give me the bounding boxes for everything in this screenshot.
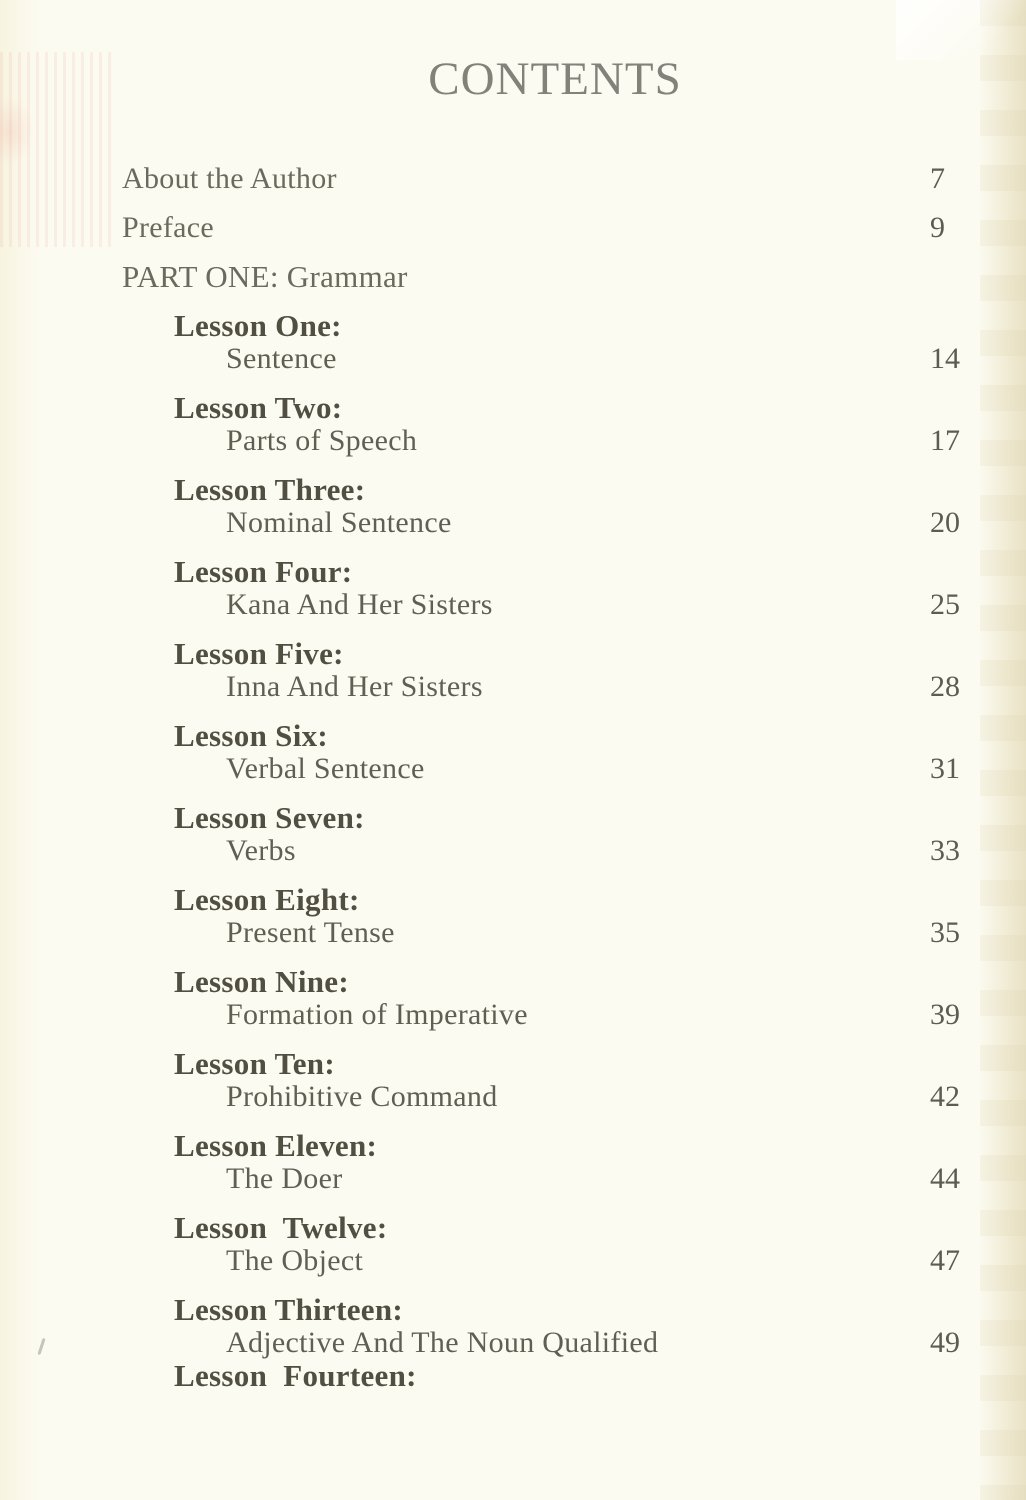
- toc-entry-label: About the Author: [122, 162, 337, 195]
- lesson-subtitle: Inna And Her Sisters: [226, 670, 483, 703]
- toc-entry-label: Preface: [122, 211, 215, 244]
- lesson-subtitle: Verbs: [226, 834, 296, 867]
- toc-lesson-nine: [122, 965, 964, 1031]
- lesson-title: Lesson Seven:: [174, 800, 365, 835]
- lesson-page-number: 42: [930, 1080, 960, 1113]
- lesson-subtitle: Formation of Imperative: [226, 998, 528, 1031]
- lesson-page-number: 20: [930, 506, 960, 539]
- lesson-subtitle-row: [122, 1080, 964, 1113]
- lesson-subtitle-row: [122, 998, 964, 1031]
- lesson-page-number: 44: [930, 1162, 960, 1195]
- lesson-title: Lesson Ten:: [174, 1046, 335, 1081]
- lesson-subtitle: The Object: [226, 1244, 364, 1277]
- toc-lesson-twelve: [122, 1211, 964, 1277]
- lesson-page-number: 14: [930, 342, 960, 375]
- toc-lesson-five: [122, 637, 964, 703]
- lesson-subtitle: Parts of Speech: [226, 424, 418, 457]
- toc-entry-page-number: 9: [930, 211, 945, 244]
- toc-lesson-thirteen: [122, 1293, 964, 1359]
- lesson-subtitle: Verbal Sentence: [226, 752, 425, 785]
- lesson-subtitle: The Doer: [226, 1162, 343, 1195]
- lesson-subtitle: Present Tense: [226, 916, 395, 949]
- lesson-subtitle: Adjective And The Noun Qualified: [226, 1326, 659, 1359]
- lesson-page-number: 47: [930, 1244, 960, 1277]
- lesson-subtitle-row: [122, 424, 964, 457]
- lesson-page-number: 49: [930, 1326, 960, 1359]
- lesson-subtitle-row: [122, 342, 964, 375]
- lesson-title: Lesson Five:: [174, 636, 344, 671]
- lesson-subtitle-row: [122, 834, 964, 867]
- lesson-page-number: 17: [930, 424, 960, 457]
- toc-entry-page-number: 7: [930, 162, 945, 195]
- lesson-subtitle-row: [122, 670, 964, 703]
- page-title: CONTENTS: [428, 53, 682, 105]
- lesson-title: Lesson Nine:: [174, 964, 349, 999]
- lesson-subtitle: Kana And Her Sisters: [226, 588, 493, 621]
- toc-lesson-fourteen: [122, 1359, 964, 1425]
- lesson-title: Lesson Six:: [174, 718, 329, 753]
- lesson-subtitle-row: [122, 1244, 964, 1277]
- lesson-title: Lesson One:: [174, 308, 342, 343]
- part-one-heading: PART ONE: Grammar: [122, 259, 408, 294]
- lesson-subtitle: Nominal Sentence: [226, 506, 452, 539]
- lesson-title: Lesson Three:: [174, 472, 366, 507]
- toc-entry-about-the-author: [122, 162, 964, 195]
- toc-lesson-eleven: [122, 1129, 964, 1195]
- lesson-title: Lesson Four:: [174, 554, 353, 589]
- lesson-page-number: 25: [930, 588, 960, 621]
- lesson-title: Lesson Two:: [174, 390, 343, 425]
- lesson-title: Lesson Fourteen:: [174, 1358, 417, 1393]
- lesson-subtitle-row: [122, 1162, 964, 1195]
- lesson-page-number: 31: [930, 752, 960, 785]
- toc-lesson-ten: [122, 1047, 964, 1113]
- lesson-title: Lesson Twelve:: [174, 1210, 388, 1245]
- lesson-page-number: 28: [930, 670, 960, 703]
- lesson-subtitle-row: [122, 1326, 964, 1359]
- lesson-page-number: 33: [930, 834, 960, 867]
- lesson-subtitle-row: [122, 506, 964, 539]
- lesson-title: Lesson Thirteen:: [174, 1292, 403, 1327]
- lesson-subtitle-row: [122, 1392, 964, 1425]
- lesson-subtitle-row: [122, 752, 964, 785]
- toc-lesson-seven: [122, 801, 964, 867]
- toc-lesson-four: [122, 555, 964, 621]
- lesson-subtitle-row: [122, 588, 964, 621]
- toc-lesson-two: [122, 391, 964, 457]
- toc-lesson-six: [122, 719, 964, 785]
- toc-lesson-eight: [122, 883, 964, 949]
- lesson-subtitle-row: [122, 916, 964, 949]
- lesson-subtitle: Sentence: [226, 342, 337, 375]
- lesson-subtitle: Prohibitive Command: [226, 1080, 498, 1113]
- toc-entry-preface: [122, 211, 964, 244]
- lesson-title: Lesson Eight:: [174, 882, 360, 917]
- lesson-page-number: 39: [930, 998, 960, 1031]
- lesson-title: Lesson Eleven:: [174, 1128, 378, 1163]
- lesson-page-number: 35: [930, 916, 960, 949]
- toc-lesson-one: [122, 309, 964, 375]
- toc-lesson-three: [122, 473, 964, 539]
